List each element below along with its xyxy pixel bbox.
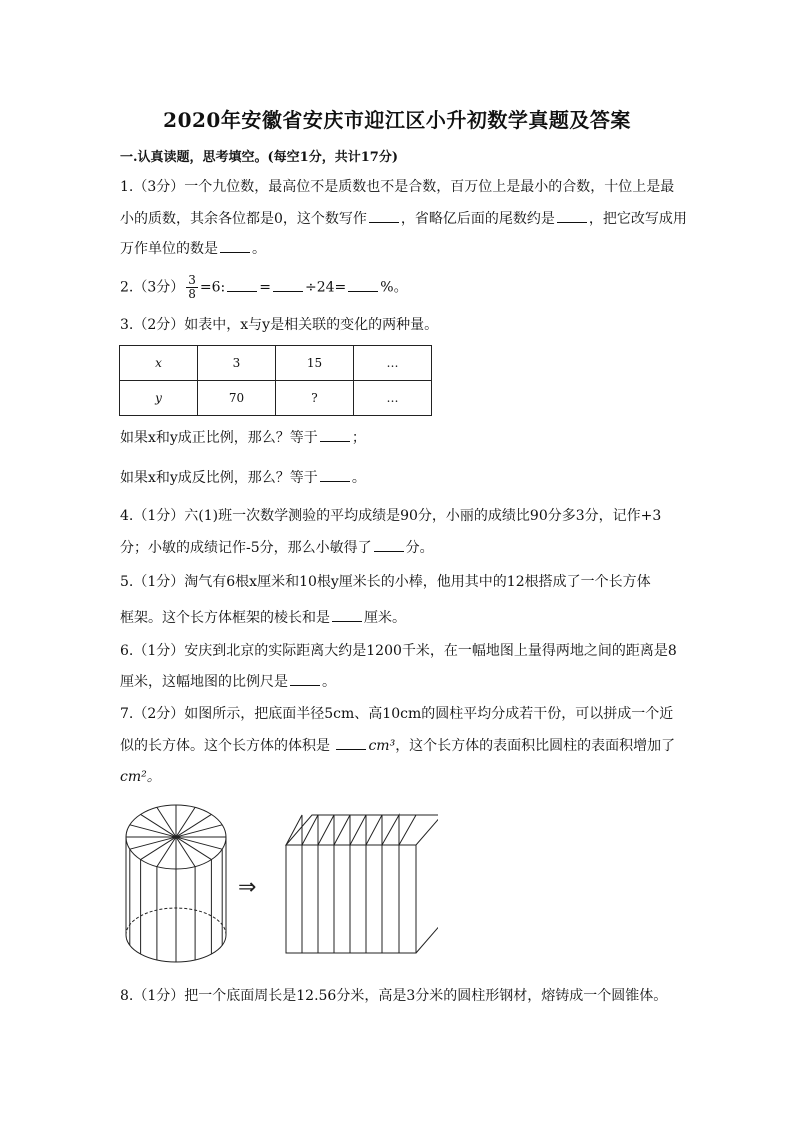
fraction-denominator: 8	[188, 287, 196, 301]
q6-line2	[120, 673, 680, 692]
answer-blank	[273, 279, 303, 292]
q8-line1: 8.（1分）把一个底面周长是12.56分米，高是3分米的圆柱形钢材，熔铸成一个圆锥体。	[120, 988, 668, 1004]
q5-text: 框架。这个长方体框架的棱长和是	[120, 610, 330, 626]
answer-blank	[227, 279, 257, 292]
q2-text: =6:	[199, 279, 226, 296]
q6-line1: 6.（1分）安庆到北京的实际距离大约是1200千米，在一幅地图上量得两地之间的距离是8	[120, 643, 677, 659]
q4-line1: 4.（1分）六(1)班一次数学测验的平均成绩是90分，小丽的成绩比90分多3分，记作+3	[120, 508, 662, 524]
fraction-numerator: 3	[188, 273, 196, 287]
q7-line1: 7.（2分）如图所示，把底面半径5cm、高10cm的圆柱平均分成若干份，可以拼成一个近	[120, 706, 674, 722]
q2-text: =	[259, 279, 271, 296]
q1-text: 万作单位的数是	[120, 241, 218, 257]
q7-unit: cm³	[368, 738, 396, 754]
q7-text: ，这个长方体的表面积比圆柱的表面积增加了	[395, 738, 676, 754]
q2-line	[120, 274, 680, 301]
q7-line2	[120, 737, 680, 756]
q4-line2	[120, 539, 680, 558]
q5-line1: 5.（1分）淘气有6根x厘米和10根y厘米长的小棒，他用其中的12根搭成了一个长方体	[120, 574, 651, 590]
q7-line3: cm²。	[120, 769, 161, 785]
fraction	[186, 274, 198, 301]
table-cell: 3	[198, 346, 276, 381]
q5-text: 厘米。	[364, 610, 406, 626]
q3-line: 3.（2分）如表中，x与y是相关联的变化的两种量。	[120, 317, 439, 333]
section-heading: 一.认真读题，思考填空。(每空1分，共计17分)	[120, 150, 398, 165]
table-cell: …	[354, 346, 432, 381]
cylinder-icon	[126, 805, 226, 962]
q6-text: 厘米，这幅地图的比例尺是	[120, 674, 288, 690]
table-cell: x	[120, 346, 198, 381]
q1-text: 小的质数，其余各位都是0，这个数写作	[120, 211, 367, 227]
page-title: 2020年安徽省安庆市迎江区小升初数学真题及答案	[163, 108, 631, 132]
answer-blank	[374, 539, 404, 552]
q4-text: 分；小敏的成绩记作-5分，那么小敏得了	[120, 540, 372, 556]
q1-text: ，把它改写成用	[588, 211, 687, 227]
q3-answer-b	[120, 469, 680, 488]
arrow-icon: ⇒	[238, 875, 257, 900]
table-cell: ?	[276, 381, 354, 416]
cylinder-to-cuboid-figure	[118, 797, 438, 967]
answer-blank	[332, 609, 362, 622]
q4-text: 分。	[405, 540, 434, 556]
q2-text: %。	[380, 279, 408, 296]
answer-blank	[557, 210, 587, 223]
answer-blank	[348, 279, 378, 292]
q1-line1: 1.（3分）一个九位数，最高位不是质数也不是合数，百万位上是最小的合数，十位上是最	[120, 179, 675, 195]
table-cell: y	[120, 381, 198, 416]
answer-blank	[320, 469, 350, 482]
table-row	[120, 381, 432, 416]
q3-text: ；	[351, 430, 366, 446]
table-row	[120, 346, 432, 381]
q2-prefix: 2.（3分）	[120, 279, 185, 296]
q2-text: ÷24=	[305, 279, 347, 296]
answer-blank	[320, 429, 350, 442]
table-cell: …	[354, 381, 432, 416]
q1-line3	[120, 240, 680, 259]
table-cell: 70	[198, 381, 276, 416]
table-cell: 15	[276, 346, 354, 381]
q1-line2	[120, 210, 687, 229]
q1-text: 。	[252, 241, 266, 257]
answer-blank	[369, 210, 399, 223]
q6-text: 。	[322, 674, 336, 690]
answer-blank	[220, 240, 250, 253]
q3-answer-a	[120, 429, 680, 448]
q3-text: 。	[351, 470, 366, 486]
cuboid-icon	[286, 815, 438, 953]
q1-text: ，省略亿后面的尾数约是	[400, 211, 555, 227]
answer-blank	[290, 673, 320, 686]
q3-text: 如果x和y成反比例，那么？等于	[120, 470, 318, 486]
xy-table	[119, 345, 432, 416]
q5-line2	[120, 609, 680, 628]
q3-text: 如果x和y成正比例，那么？等于	[120, 430, 318, 446]
answer-blank	[336, 737, 366, 750]
q7-text: 似的长方体。这个长方体的体积是	[120, 738, 335, 754]
